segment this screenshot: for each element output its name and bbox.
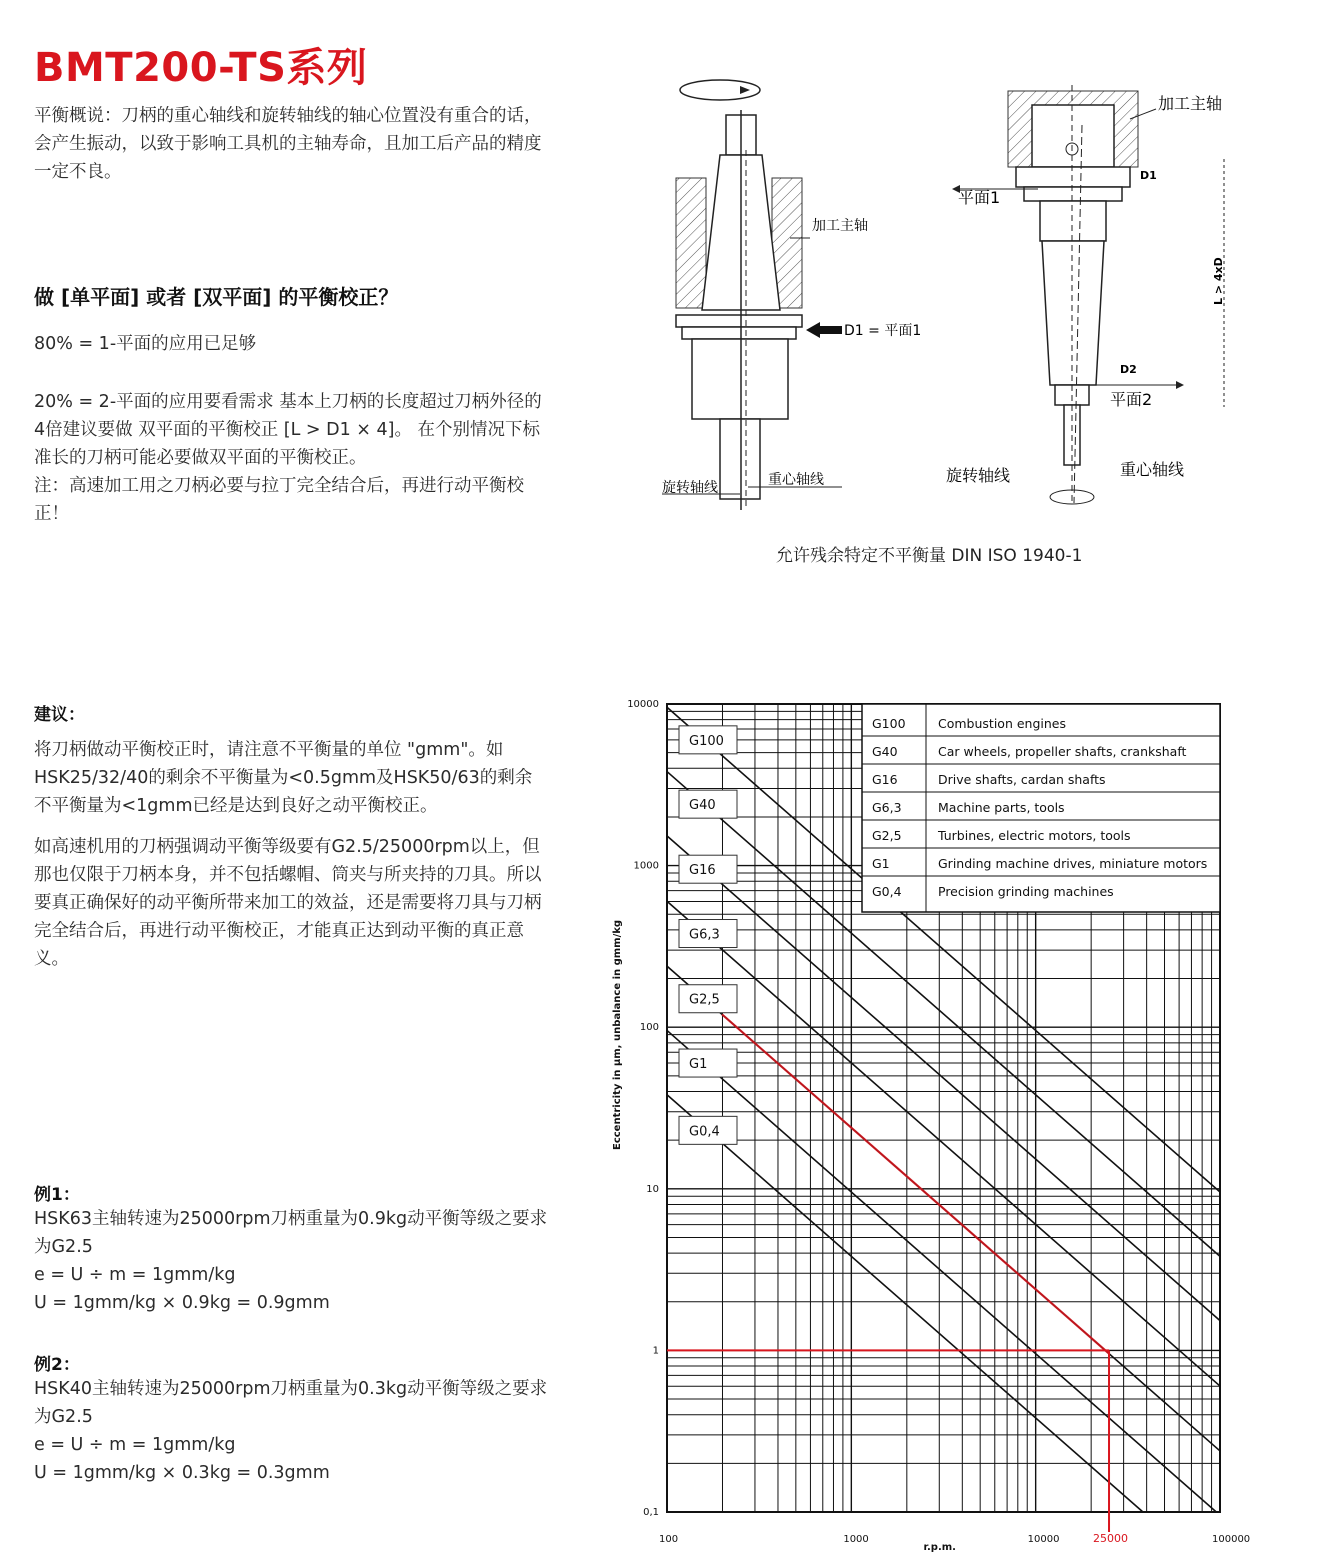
x-tick-label: 100 [659, 1534, 679, 1545]
example1-label: 例1： [34, 1185, 80, 1205]
note-paragraph: 注：高速加工用之刀柄必要与拉丁完全结合后，再进行动平衡校正！ [34, 476, 524, 524]
single-plane-diagram [640, 70, 950, 510]
diagram1-spindle-label: 加工主轴 [812, 218, 868, 234]
highlight-rpm-label: 25000 [1093, 1532, 1129, 1545]
dual-plane2-label: 平面2 [1110, 390, 1153, 409]
grade-label-text: G6,3 [689, 927, 720, 943]
highlight-grade-line [722, 1014, 1109, 1353]
page-title: BMT200-TS系列 [34, 45, 368, 91]
example1-line3: U = 1gmm/kg × 0.9kg = 0.9gmm [34, 1293, 330, 1313]
diagram1-rotation-axis-label: 旋转轴线 [662, 480, 718, 496]
suggest-label: 建议： [34, 705, 85, 725]
example2-line3: U = 1gmm/kg × 0.3kg = 0.3gmm [34, 1463, 330, 1483]
balance-grade-chart [600, 690, 1260, 1560]
y-tick-label: 0,1 [643, 1507, 659, 1518]
grade-label-G0-4 [679, 1116, 737, 1144]
example1-line1: HSK63主轴转速为25000rpm刀柄重量为0.9kg动平衡等级之要求为G2.5 [34, 1209, 548, 1257]
example1-line2: e = U ÷ m = 1gmm/kg [34, 1265, 236, 1285]
legend-application: Combustion engines [938, 716, 1066, 731]
y-tick-label: 1000 [633, 860, 659, 872]
legend-grade: G16 [872, 772, 898, 787]
dual-spindle-label: 加工主轴 [1158, 94, 1223, 113]
legend-application: Turbines, electric motors, tools [938, 828, 1131, 843]
grade-label-box [679, 1049, 737, 1077]
legend-application: Grinding machine drives, miniature motors [938, 856, 1208, 871]
y-tick-label: 10 [646, 1183, 659, 1195]
suggest-paragraph-2: 如高速机用的刀柄强调动平衡等级要有G2.5/25000rpm以上，但那也仅限于刀柄本身，并不包括螺帽、筒夹与所夹持的刀具。所以要真正确保好的动平衡所带来加工的效益，还是需要将刀具与刀柄完全结合后，再进行动平衡校正，才能真正达到动平衡的真正意义。 [34, 837, 542, 969]
legend-application: Drive shafts, cardan shafts [938, 772, 1106, 787]
legend-application: Precision grinding machines [938, 884, 1114, 899]
grade-label-text: G40 [689, 798, 716, 814]
grade-line-G6-3 [667, 901, 1220, 1386]
question-heading: 做 [单平面] 或者 [双平面] 的平衡校正？ [34, 285, 399, 309]
chart-legend [862, 704, 1220, 912]
y-axis-label: Eccentricity in µm, unbalance in gmm/kg [612, 919, 623, 1150]
grade-line-G1 [667, 1030, 1216, 1512]
example2-line1: HSK40主轴转速为25000rpm刀柄重量为0.3kg动平衡等级之要求为G2.5 [34, 1379, 548, 1427]
example2-label: 例2： [34, 1355, 80, 1375]
grade-label-G100 [679, 726, 737, 754]
suggest-paragraph-1: 将刀柄做动平衡校正时，请注意不平衡量的单位 "gmm"。如HSK25/32/40的剩余不平衡量为<0.5gmm及HSK50/63的剩余不平衡量为<1gmm已经是达到良好之动平衡校正。 [34, 740, 533, 816]
dual-cg-axis-label: 重心轴线 [1120, 460, 1185, 479]
chart-caption: 允许残余特定不平衡量 DIN ISO 1940-1 [776, 546, 1083, 566]
legend-grade: G6,3 [872, 800, 902, 815]
example2-line2: e = U ÷ m = 1gmm/kg [34, 1435, 236, 1455]
grade-line-G0-4 [667, 1095, 1143, 1512]
grade-label-text: G100 [689, 733, 724, 749]
legend-grade: G2,5 [872, 828, 902, 843]
grade-label-G40 [679, 790, 737, 818]
spindle-left-wall [676, 178, 706, 308]
x-tick-label: 1000 [843, 1534, 869, 1545]
dual-shank-body [1042, 241, 1104, 385]
plane1-arrow-icon [806, 322, 842, 338]
diagram1-cg-axis-label: 重心轴线 [768, 472, 824, 488]
paragraph-20: 20% = 2-平面的应用要看需求 基本上刀柄的长度超过刀柄外径的4倍建议要做 双平面的平衡校正 [L > D1 × 4]。 在个别情况下标准长的刀柄可能必要做双平面的平衡校正。 [34, 392, 542, 468]
dual-plane1-label: 平面1 [958, 188, 1001, 207]
dual-rotation-axis-label: 旋转轴线 [946, 466, 1011, 485]
diagram1-d1-label: D1 = 平面1 [844, 323, 922, 339]
grade-label-G2-5 [679, 985, 737, 1013]
y-tick-label: 100 [639, 1022, 659, 1034]
y-tick-label: 10000 [627, 699, 659, 710]
paragraph-80: 80% = 1-平面的应用已足够 [34, 334, 257, 354]
intro-paragraph: 平衡概说：刀柄的重心轴线和旋转轴线的轴心位置没有重合的话，会产生振动，以致于影响工具机的主轴寿命，且加工后产品的精度一定不良。 [34, 106, 542, 182]
grade-label-text: G1 [689, 1057, 708, 1073]
legend-application: Machine parts, tools [938, 800, 1065, 815]
x-tick-label: 100000 [1212, 1534, 1251, 1545]
legend-application: Car wheels, propeller shafts, crankshaft [938, 744, 1187, 759]
grade-label-text: G16 [689, 863, 716, 879]
dual-d2-label: D2 [1120, 363, 1137, 376]
legend-grade: G40 [872, 744, 898, 759]
legend-grade: G100 [872, 716, 906, 731]
legend-grade: G0,4 [872, 884, 902, 899]
legend-grade: G1 [872, 856, 890, 871]
grade-label-text: G0,4 [689, 1124, 720, 1140]
x-axis-label: r.p.m. [923, 1542, 956, 1553]
grade-label-G1 [679, 1049, 737, 1077]
y-tick-label: 1 [652, 1345, 659, 1357]
grade-label-text: G2,5 [689, 992, 720, 1008]
dual-plane-diagram [940, 85, 1240, 515]
grade-label-G16 [679, 855, 737, 883]
length-label: L > 4xD [1212, 257, 1225, 305]
grade-label-G6-3 [679, 920, 737, 948]
x-tick-label: 10000 [1027, 1534, 1060, 1545]
dual-d1-label: D1 [1140, 169, 1157, 182]
